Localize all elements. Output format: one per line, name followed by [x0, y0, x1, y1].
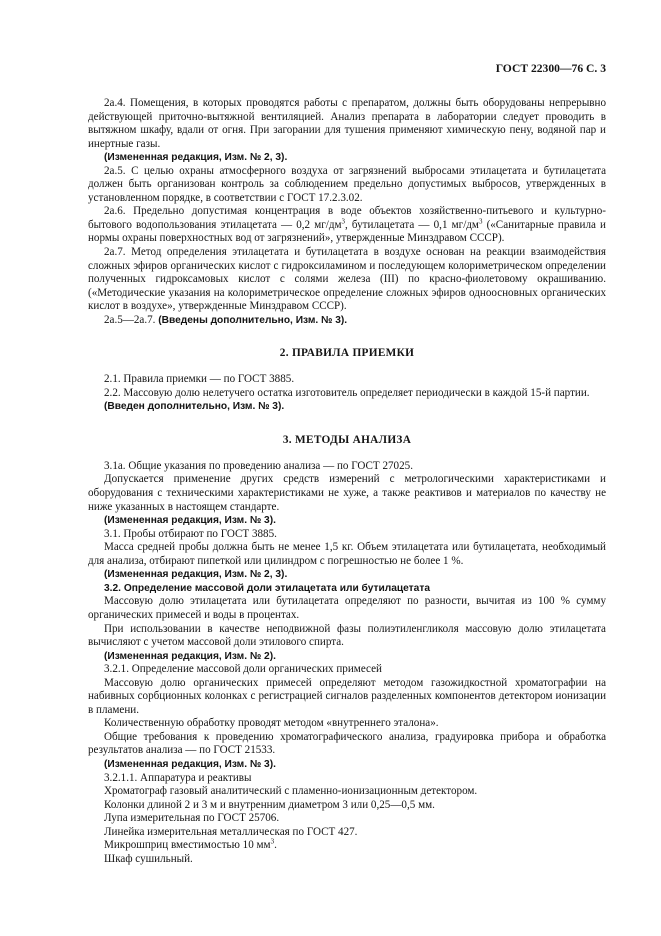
list-item: Лупа измерительная по ГОСТ 25706. — [104, 812, 280, 825]
paragraph-3-1a: 3.1а. Общие указания по проведению анализа — по ГОСТ 27025. — [104, 459, 413, 472]
paragraph-3-2-1: Массовую долю этилацетата или бутилацетата определяют по разности, вычитая из 100 % сумму органических примесей и воды в процентах. — [88, 595, 606, 621]
paragraph-2a7: 2а.7. Метод определения этилацетата и бутилацетата в воздухе основан на реакции взаимодействия сложных эфиров органических кислот с гидроксиламином и последующем колориметрическом определении полученных гидроксамовых кислот с солями железа (III) по красно-фиолетовому окрашиванию. («Методические указания на колориметрическое определение сложных эфиров одноосновных органических кислот в воздухе», утвержденные Минздравом СССР). — [88, 246, 606, 313]
paragraph-2a6 — [88, 205, 606, 246]
text-span: , бутилацетата — 0,1 мг/дм — [345, 218, 479, 231]
amendment-note: (Измененная редакция, Изм. № 3). — [104, 515, 276, 527]
superscript: 3 — [270, 837, 275, 846]
list-item: Линейка измерительная металлическая по ГОСТ 427. — [104, 825, 358, 838]
paragraph-3-2-2: При использовании в качестве неподвижной фазы полиэтиленгликоля массовую долю этилацетата вычисляют с учетом массовой доли этилового спирта. — [88, 622, 606, 649]
list-item: Колонки длиной 2 и 3 м и внутренним диаметром 3 или 0,25—0,5 мм. — [104, 798, 435, 811]
amendment-note: (Измененная редакция, Изм. № 2). — [104, 650, 276, 662]
subsection-title-3-2-1-1: 3.2.1.1. Аппаратура и реактивы — [104, 771, 252, 784]
subsection-title-3-2-1: 3.2.1. Определение массовой доли органических примесей — [104, 663, 382, 676]
list-item: Хроматограф газовый аналитический с пламенно-ионизационным детектором. — [104, 785, 478, 798]
page-header: ГОСТ 22300—76 С. 3 — [495, 62, 606, 75]
amendment-note: (Введен дополнительно, Изм. № 3). — [104, 401, 285, 413]
text-span: («Санитарные правила и нормы охраны поверхностных вод от загрязнений», утвержденные Минздравом СССР). — [88, 218, 606, 245]
document-page — [88, 62, 606, 866]
section-title-2: 2. ПРАВИЛА ПРИЕМКИ — [279, 347, 415, 360]
paragraph-3-2-1-b: Количественную обработку проводят методом «внутреннего эталона». — [104, 717, 439, 730]
paragraph-2a5-2a7 — [88, 314, 606, 328]
paragraph-3-2-1-c: Общие требования к проведению хроматографического анализа, градуировка прибора и обработка результатов анализа — по ГОСТ 21533. — [88, 730, 606, 757]
superscript: 3 — [341, 217, 346, 226]
paragraph-2-1: 2.1. Правила приемки — по ГОСТ 3885. — [104, 373, 295, 386]
paragraph-2a5: 2а.5. С целью охраны атмосферного воздуха от загрязнений выбросами этилацетата и бутилацетата должен быть организован контроль за соблюдением предельно допустимых выбросов, утвержденных в установленном порядке, в соответствии с ГОСТ 17.2.3.02. — [88, 164, 606, 204]
amendment-note: (Введены дополнительно, Изм. № 3). — [158, 314, 348, 326]
paragraph-3-2-1-a: Массовую долю органических примесей определяют методом газожидкостной хроматографии на набивных сорбционных колонках с регистрацией сигналов разделенных компонентов детектором ионизации в пламени. — [88, 676, 606, 716]
paragraph-2-2: 2.2. Массовую долю нелетучего остатка изготовитель определяет периодически в каждой 15-й партии. — [104, 386, 590, 399]
amendment-note: (Измененная редакция, Изм. № 3). — [104, 758, 276, 770]
amendment-note: (Измененная редакция, Изм. № 2, 3). — [104, 569, 288, 581]
superscript: 3 — [478, 217, 483, 226]
text-span: 2а.6. Предельно допустимая концентрация в воде объектов хозяйственно-питьевого и культурно-бытового водопользования этилацетата — 0,2 мг/дм — [88, 205, 606, 231]
amendment-note: (Измененная редакция, Изм. № 2, 3). — [104, 152, 288, 164]
paragraph-2a4: 2а.4. Помещения, в которых проводятся работы с препаратом, должны быть оборудованы непрерывно действующей приточно-вытяжной вентиляцией. Анализ препарата в лаборатории следует проводить в вытяжном шкафу, вдали от огня. При загорании для тушения применяют химическую пену, водяной пар и инертные газы. — [88, 97, 606, 150]
list-item-microsyringe — [88, 839, 606, 853]
paragraph-3-1: 3.1. Пробы отбирают по ГОСТ 3885. — [104, 527, 277, 540]
subsection-title-3-2: 3.2. Определение массовой доли этилацетата или бутилацетата — [104, 582, 430, 594]
paragraph-3-1a-2: Допускается применение других средств измерений с метрологическими характеристиками и оборудования с техническими характеристиками не хуже, а также реактивов и материалов по качеству не ниже указанных в настоящем стандарте. — [88, 473, 606, 513]
list-item: Шкаф сушильный. — [104, 852, 193, 865]
text-span: . — [274, 839, 277, 852]
text-span: Микрошприц вместимостью 10 мм — [104, 839, 271, 852]
paragraph-3-1-2: Масса средней пробы должна быть не менее 1,5 кг. Объем этилацетата или бутилацетата, необходимый для анализа, отбирают пипеткой или цилиндром с погрешностью не более 1 %. — [88, 541, 606, 567]
section-title-3: 3. МЕТОДЫ АНАЛИЗА — [282, 433, 412, 446]
text-span: 2а.5—2а.7. — [104, 313, 159, 326]
